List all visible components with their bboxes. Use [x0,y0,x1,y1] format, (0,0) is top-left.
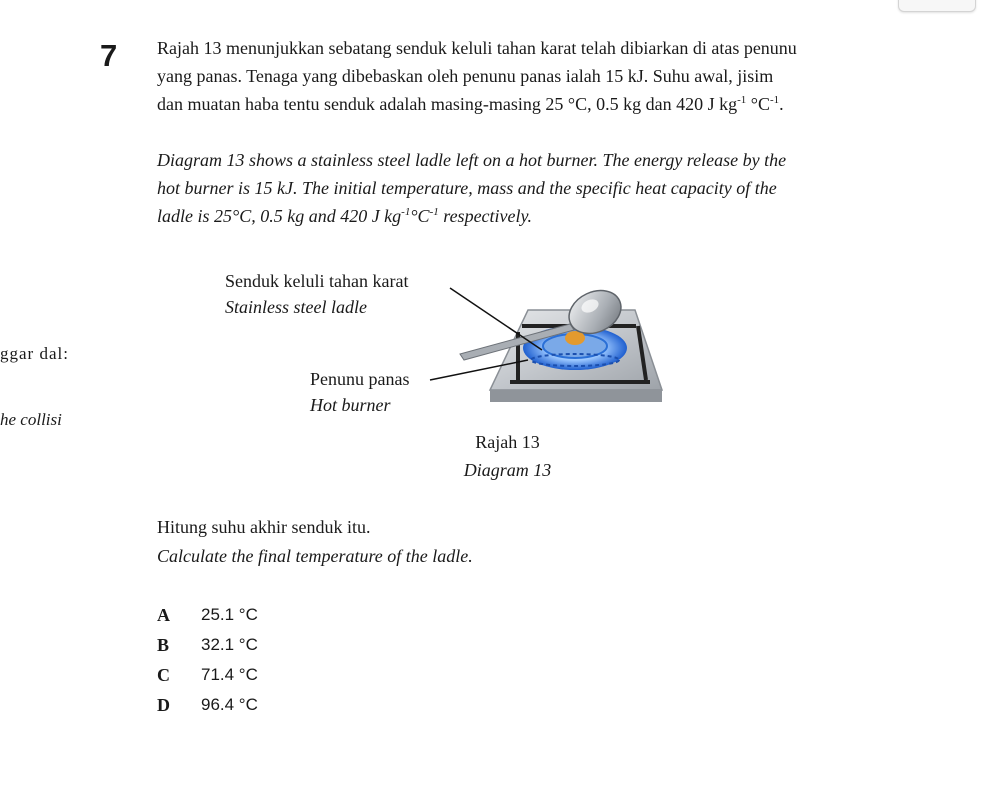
burner-label [310,366,409,418]
option-c-value: 71.4 °C [201,665,258,684]
question-prompt [157,513,473,571]
question-number: 7 [100,38,118,73]
malay-line-3-text: dan muatan haba tentu senduk adalah masing-masing 25 °C, 0.5 kg dan 420 J kg [157,94,738,114]
english-unit-mid: °C [410,206,430,226]
malay-line-3 [157,90,917,118]
option-a-value: 25.1 °C [201,605,258,624]
question-text-english [157,146,917,230]
english-line-2: hot burner is 15 kJ. The initial temperature, mass and the specific heat capacity of the [157,178,777,198]
malay-unit-sup2: -1 [769,94,780,106]
prompt-english: Calculate the final temperature of the ladle. [157,546,473,566]
option-c[interactable] [157,660,258,690]
malay-unit-sup1: -1 [737,94,747,106]
ladle-label-english: Stainless steel ladle [225,297,367,317]
option-b-value: 32.1 °C [201,635,258,654]
question-text-malay [157,34,917,118]
burner-label-english: Hot burner [310,395,391,415]
option-b[interactable] [157,630,258,660]
diagram-13 [150,250,710,500]
option-d-letter: D [157,695,170,715]
option-d-value: 96.4 °C [201,695,258,714]
malay-unit-mid: °C [746,94,770,114]
clipped-side-text-2: he collisi [0,410,62,429]
caption-malay: Rajah 13 [475,432,540,452]
english-line-1: Diagram 13 shows a stainless steel ladle left on a hot burner. The energy release by the [157,150,787,170]
ladle-label [225,268,408,320]
prompt-malay: Hitung suhu akhir senduk itu. [157,517,371,537]
english-end: respectively. [438,206,533,226]
window-corner-tab[interactable] [898,0,976,12]
ladle-label-malay: Senduk keluli tahan karat [225,271,409,291]
english-line-3-text: ladle is 25°C, 0.5 kg and 420 J kg [157,206,402,226]
option-a-letter: A [157,605,170,625]
option-d[interactable] [157,690,258,720]
english-line-3 [157,202,917,230]
option-b-letter: B [157,635,170,655]
malay-line-1: Rajah 13 menunjukkan sebatang senduk keluli tahan karat telah dibiarkan di atas penunu [157,38,797,58]
malay-end: . [779,94,784,114]
option-a[interactable] [157,600,258,630]
english-unit-sup1: -1 [401,206,411,218]
answer-options [157,600,258,720]
diagram-caption [450,428,565,484]
clipped-side-text-1: ggar dal: [0,344,69,363]
option-c-letter: C [157,665,170,685]
english-unit-sup2: -1 [429,206,439,218]
burner-label-malay: Penunu panas [310,369,410,389]
malay-line-2: yang panas. Tenaga yang dibebaskan oleh penunu panas ialah 15 kJ. Suhu awal, jisim [157,66,774,86]
caption-english: Diagram 13 [463,460,552,480]
